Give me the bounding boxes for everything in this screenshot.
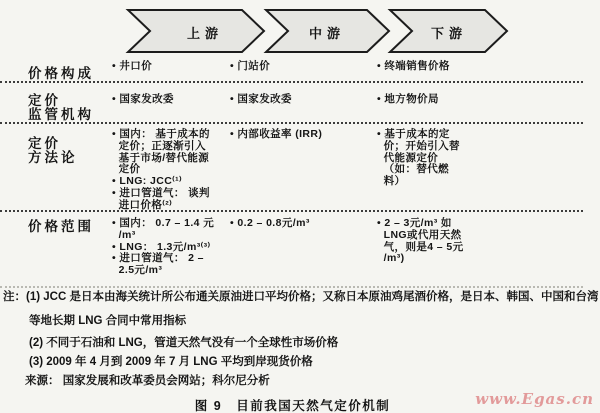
cell-upstream-price-range: • 国内： 0.7 – 1.4 元 /m³ • LNG： 1.3元/m³⁽³⁾ • 进口管道气： 2 – 2.5元/m³ (112, 217, 215, 277)
table-row-price-composition (0, 58, 583, 83)
cell-midstream-price-range: • 0.2 – 0.8元/m³ (230, 217, 310, 229)
cell-downstream-price-composition: • 终端销售价格 (377, 60, 450, 72)
table-row-methodology (0, 124, 583, 212)
footnote-1: 注：(1) JCC 是日本由海关统计所公布通关原油进口平均价格；又称日本原油鸡尾酒价格，是日本、韩国、中国和台湾 (3, 291, 599, 303)
cell-downstream-methodology: • 基于成本的定 价；开始引入替 代能源定价 （如：替代燃 料） (377, 128, 460, 188)
table-row-price-range (0, 212, 583, 288)
pricing-table (0, 58, 583, 288)
cell-upstream-price-composition: • 井口价 (112, 60, 153, 72)
footnote-3: (3) 2009 年 4 月到 2009 年 7 月 LNG 平均到岸现货价格 (29, 356, 313, 368)
cell-midstream-regulator: • 国家发改委 (230, 93, 292, 105)
footnote-1-continued: 等地长期 LNG 合同中常用指标 (29, 315, 187, 327)
row-label-price-composition: 价格构成 (28, 66, 94, 81)
row-label-methodology: 定价 方法论 (28, 136, 78, 165)
footnotes (3, 290, 597, 388)
figure-caption: 图 9 目前我国天然气定价机制 (194, 399, 391, 413)
watermark-egas: www.Egas.cn (475, 390, 594, 408)
cell-midstream-methodology: • 内部收益率 (IRR) (230, 128, 323, 140)
cell-upstream-methodology: • 国内： 基于成本的 定价；正逐渐引入 基于市场/替代能源 定价 • LNG: JCC⁽¹⁾ • 进口管道气： 谈判 进口价格⁽²⁾ (112, 128, 210, 211)
source-line: 来源： 国家发展和改革委员会网站；科尔尼分析 (25, 375, 270, 387)
row-label-regulator: 定价 监管机构 (28, 93, 94, 122)
cell-downstream-regulator: • 地方物价局 (377, 93, 439, 105)
stage-label-downstream: 下游 (430, 26, 467, 41)
row-label-price-range: 价格范围 (28, 219, 94, 234)
table-row-regulator (0, 83, 583, 124)
cell-upstream-regulator: • 国家发改委 (112, 93, 174, 105)
cell-midstream-price-composition: • 门站价 (230, 60, 271, 72)
cell-downstream-price-range: • 2 – 3元/m³ 如 LNG或代用天然 气，则是4 – 5元 /m³) (377, 217, 464, 265)
footnote-2: (2) 不同于石油和 LNG，管道天然气没有一个全球性市场价格 (29, 337, 339, 349)
stage-label-midstream: 中游 (308, 26, 345, 41)
stage-label-upstream: 上游 (186, 26, 223, 41)
